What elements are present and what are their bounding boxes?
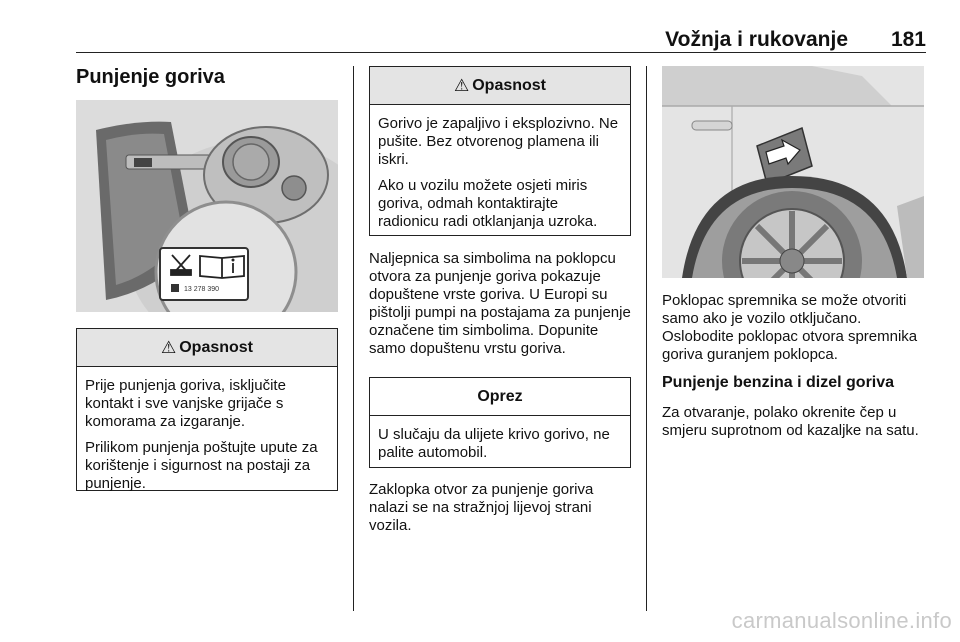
header-rule [76, 52, 926, 53]
warning-box-body [77, 367, 337, 501]
fuel-cap-paragraph: Za otvaranje, polako okrenite čep u smjeru suprotnom od kazaljke na satu. [662, 404, 919, 439]
header-title: Vožnja i rukovanje [665, 28, 848, 51]
fuel-door-release-paragraph: Poklopac spremnika se može otvoriti samo ako je vozilo otključano. Oslobodite poklopac otvora spremnika goriva guranjem poklopca. [662, 292, 918, 363]
subheading-refuel: Punjenje benzina i dizel goriva [662, 374, 895, 391]
caution-box-body: U slučaju da ulijete krivo gorivo, ne palite automobil. [378, 426, 610, 461]
warning-box-body [370, 105, 630, 239]
label-code: 13 278 390 [184, 286, 220, 293]
vehicle-rear-illustration [662, 66, 924, 278]
column-divider-2 [646, 66, 647, 611]
warning-box-header [77, 329, 337, 367]
column-divider-1 [353, 66, 354, 611]
warning-box-2 [369, 66, 631, 236]
caution-box [369, 377, 631, 468]
fuel-door-location-paragraph: Zaklopka otvor za punjenje goriva nalazi se na stražnjoj lijevoj strani vozila. [369, 481, 594, 534]
warning-box-header [370, 67, 630, 105]
caution-box-header: Oprez [370, 378, 630, 416]
vehicle-fuel-door-figure [662, 66, 924, 278]
warning-paragraph: Gorivo je zapaljivo i eksplozivno. Ne pušite. Bez otvorenog plamena ili iskri. [378, 115, 619, 168]
fuel-door-label-figure [76, 100, 338, 312]
warning-box-1 [76, 328, 338, 491]
warning-paragraph: Prije punjenja goriva, isključite kontakt i sve vanjske grijače s komorama za izgaranje. [85, 377, 286, 430]
fuel-door-illustration [76, 100, 338, 312]
page-number: 181 [890, 28, 926, 51]
page-header [76, 28, 926, 52]
watermark: carmanualsonline.info [731, 608, 952, 633]
fuel-label-paragraph: Naljepnica sa simbolima na poklopcu otvora za punjenje goriva pokazuje dopuštene vrste goriva. U Europi su pištolji pumpi na postajama za punjenje označene tim simbolima. Dopunite samo dopuštenu vrstu goriva. [369, 250, 631, 357]
warning-paragraph: Prilikom punjenja poštujte upute za korištenje i sigurnost na postaji za punjenje. [85, 439, 318, 492]
warning-box-title: Opasnost [472, 76, 547, 94]
section-title: Punjenje goriva [76, 66, 225, 88]
warning-triangle-icon: ⚠ [160, 337, 177, 357]
warning-triangle-icon: ⚠ [453, 75, 470, 95]
warning-box-title: Opasnost [179, 338, 254, 356]
warning-paragraph: Ako u vozilu možete osjeti miris goriva, odmah kontaktirajte radionicu radi otklanjanja uzroka. [378, 177, 598, 230]
